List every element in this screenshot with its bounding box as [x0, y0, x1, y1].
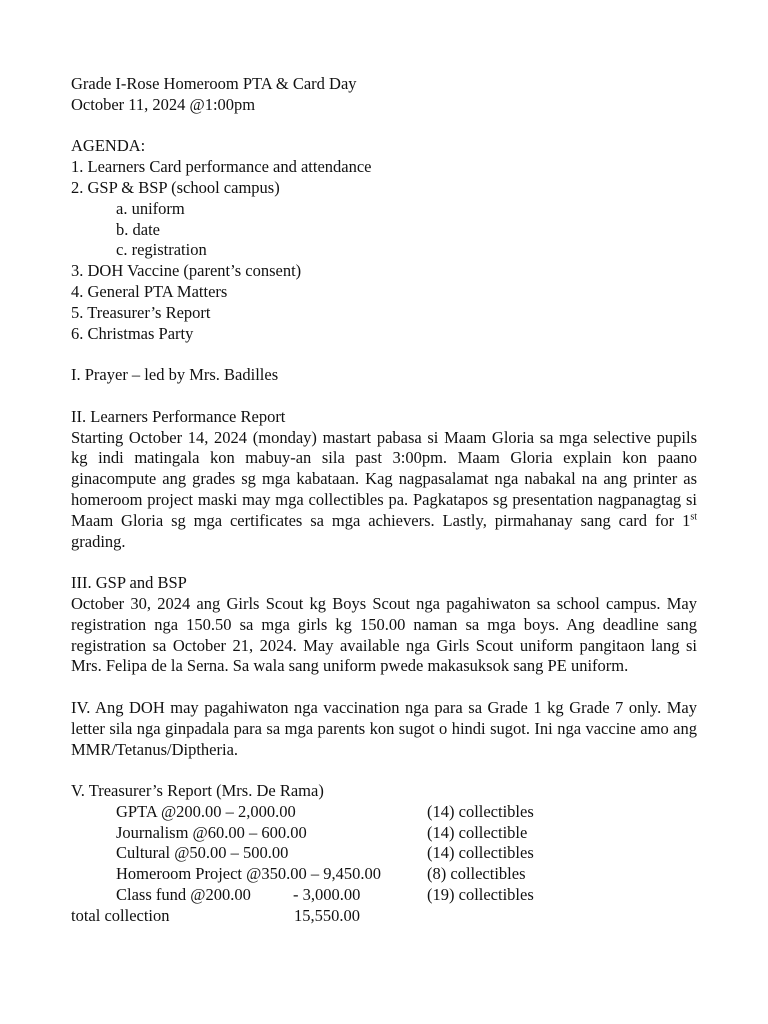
treasurer-row-amount: - 3,000.00 — [293, 885, 361, 905]
total-collection-label: total collection — [71, 905, 170, 925]
document-title: Grade I-Rose Homeroom PTA & Card Day — [71, 74, 357, 93]
treasurer-row-count: (14) collectible — [427, 822, 528, 842]
performance-heading: II. Learners Performance Report — [71, 406, 286, 426]
agenda-item-5: 5. Treasurer’s Report — [71, 302, 211, 322]
meeting-date: October 11, 2024 @1:00pm — [71, 94, 256, 114]
agenda-item-4: 4. General PTA Matters — [71, 281, 228, 301]
spacer — [71, 677, 697, 698]
treasurer-row — [71, 885, 697, 906]
treasurer-row-item: Homeroom Project @350.00 – 9,450.00 — [116, 864, 381, 884]
document-body — [71, 74, 697, 927]
treasurer-row-count: (8) collectibles — [427, 864, 526, 884]
agenda-item-2: 2. GSP & BSP (school campus) — [71, 177, 280, 197]
performance-tail: grading. — [71, 531, 126, 551]
scouting-heading: III. GSP and BSP — [71, 573, 187, 593]
treasurer-row-item: Journalism @60.00 – 600.00 — [116, 822, 307, 842]
treasurer-row-item: Class fund @200.00 — [116, 885, 251, 905]
treasurer-row-item: Cultural @50.00 – 500.00 — [116, 843, 289, 863]
treasurer-heading: V. Treasurer’s Report (Mrs. De Rama) — [71, 781, 324, 801]
agenda-subitem-c: c. registration — [116, 240, 207, 260]
spacer — [71, 552, 697, 573]
scouting-paragraph: October 30, 2024 ang Girls Scout kg Boys Scout nga pagahiwaton sa school campus. May registration nga 150.50 sa mga girls kg 150.00 naman sa mga boys. Ang deadline sang registration sa October 21, 2024. May available nga Girls Scout uniform pangitaon lang si Mrs. Felipa de la Serna. Sa wala sang uniform pwede makasuksok sang PE uniform. — [71, 593, 697, 676]
spacer — [71, 116, 697, 137]
prayer-section: I. Prayer – led by Mrs. Badilles — [71, 365, 279, 385]
treasurer-row-count: (14) collectibles — [427, 801, 534, 821]
treasurer-row-count: (19) collectibles — [427, 885, 534, 905]
treasurer-row-count: (14) collectibles — [427, 843, 534, 863]
treasurer-row — [71, 843, 697, 864]
spacer — [71, 760, 697, 781]
agenda-item-1: 1. Learners Card performance and attendance — [71, 157, 372, 177]
treasurer-row — [71, 802, 697, 823]
agenda-item-3: 3. DOH Vaccine (parent’s consent) — [71, 261, 302, 281]
spacer — [71, 344, 697, 365]
treasurer-row — [71, 864, 697, 885]
ordinal-suffix: st — [690, 511, 697, 523]
total-collection-row — [71, 906, 697, 927]
performance-paragraph — [71, 428, 697, 553]
agenda-heading: AGENDA: — [71, 136, 146, 156]
vaccine-paragraph: IV. Ang DOH may pagahiwaton nga vaccination nga para sa Grade 1 kg Grade 7 only. May letter sila nga ginpadala para sa mga parents kon sugot o hindi sugot. Ini nga vaccine amo ang MMR/Tetanus/Diptheria. — [71, 697, 697, 759]
spacer — [71, 386, 697, 407]
agenda-item-6: 6. Christmas Party — [71, 323, 194, 343]
agenda-subitem-a: a. uniform — [116, 198, 185, 218]
performance-body: Starting October 14, 2024 (monday) mastart pabasa si Maam Gloria sa mga selective pupils kg indi matingala kon mabuy-an sila past 3:00pm. Maam Gloria explain kon paano ginacompute ang grades sg mga kabataan. Kag nagpasalamat nga nabakal na ang printer as homeroom project maski may mga collectibles pa. Pagkatapos sg presentation nagpanagtag si Maam Gloria sg mga certificates sa mga achievers. Lastly, pirmahanay sang card for 1 — [71, 427, 697, 530]
total-collection-amount: 15,550.00 — [294, 905, 360, 925]
treasurer-row — [71, 823, 697, 844]
treasurer-row-item: GPTA @200.00 – 2,000.00 — [116, 801, 296, 821]
agenda-subitem-b: b. date — [116, 219, 160, 239]
